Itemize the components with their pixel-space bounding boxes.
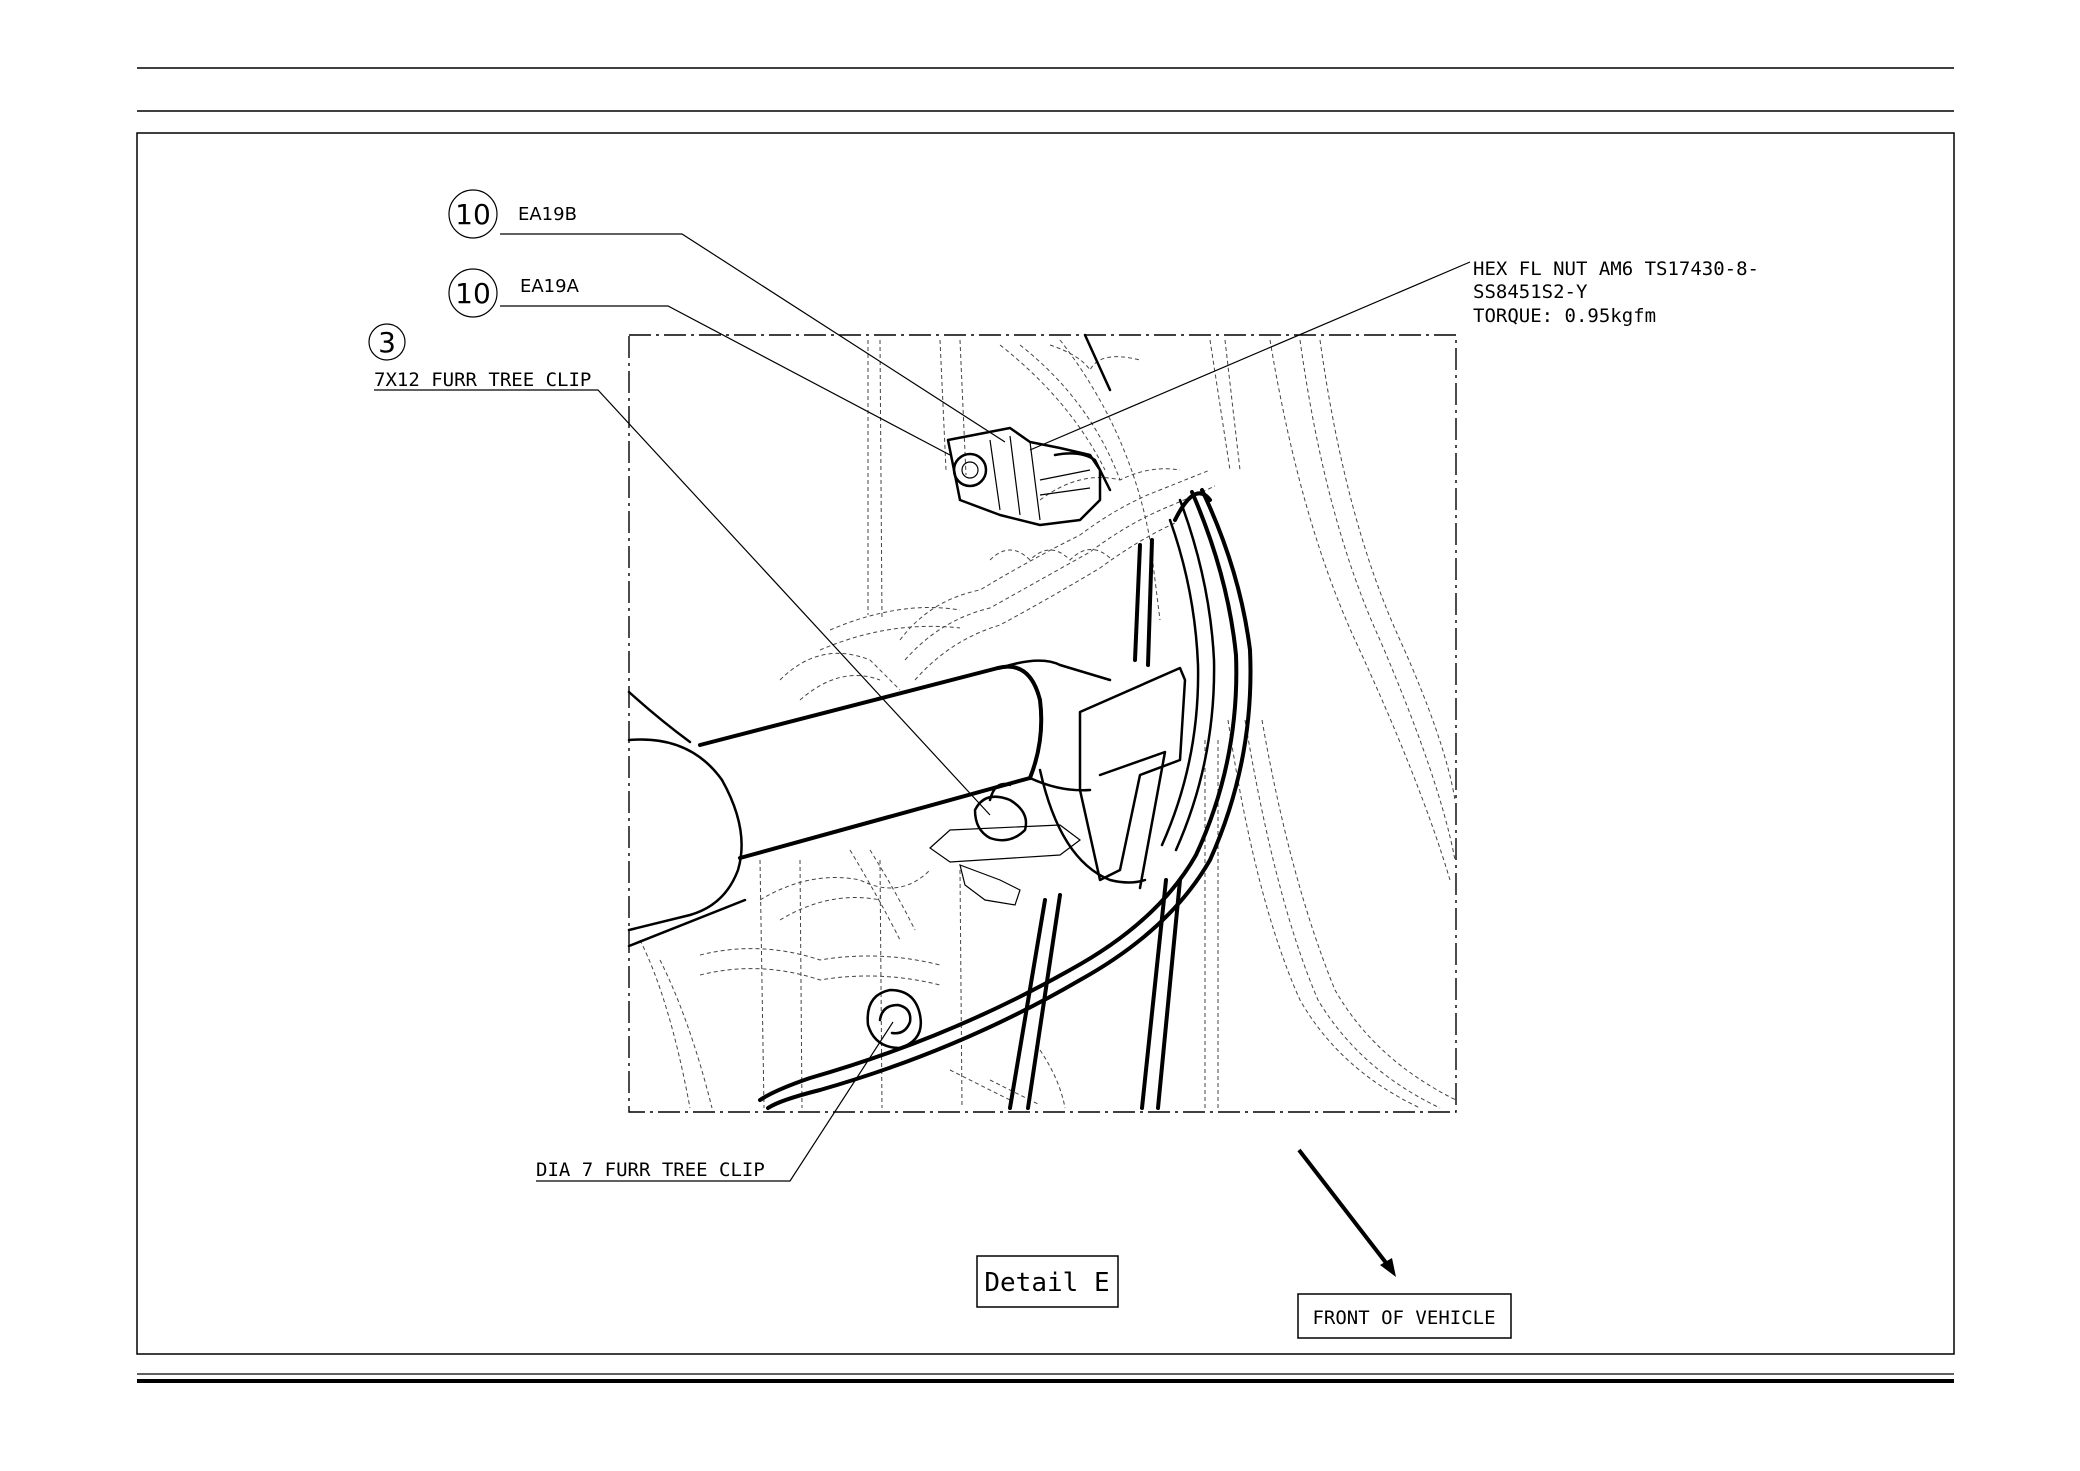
callout-label-ea19a: EA19A	[520, 276, 579, 297]
hex-nut-connector	[948, 428, 1110, 525]
callout-label-dia7-clip: DIA 7 FURR TREE CLIP	[536, 1159, 765, 1181]
drawing-frame	[137, 133, 1954, 1354]
direction-label: FRONT OF VEHICLE	[1312, 1307, 1496, 1329]
detail-label: Detail E	[984, 1268, 1110, 1298]
callout-hex-nut-line1: HEX FL NUT AM6 TS17430-8-	[1473, 258, 1759, 280]
callout-number-clip-7x12: 3	[378, 326, 396, 359]
body-panel-lines	[640, 340, 1456, 1108]
callout-number-ea19a: 10	[455, 277, 491, 310]
callout-number-ea19b: 10	[455, 198, 491, 231]
mounting-bracket	[1080, 668, 1185, 888]
callout-hex-nut-torque: TORQUE: 0.95kgfm	[1473, 305, 1657, 327]
leader-dia7-clip	[536, 1022, 893, 1181]
leader-hex-nut	[1030, 262, 1470, 450]
harness-cover	[900, 469, 1215, 680]
callout-label-clip-7x12: 7X12 FURR TREE CLIP	[374, 369, 592, 391]
callout-label-ea19b: EA19B	[518, 204, 577, 225]
clip-7x12-shape	[930, 784, 1080, 905]
callout-hex-nut-line2: SS8451S2-Y	[1473, 281, 1588, 303]
leader-clip-7x12	[374, 390, 990, 815]
leader-ea19b	[500, 234, 1005, 442]
detail-illustration	[629, 335, 1456, 1108]
front-direction-arrow	[1299, 1150, 1396, 1277]
clip-dia7-shape	[868, 990, 921, 1048]
